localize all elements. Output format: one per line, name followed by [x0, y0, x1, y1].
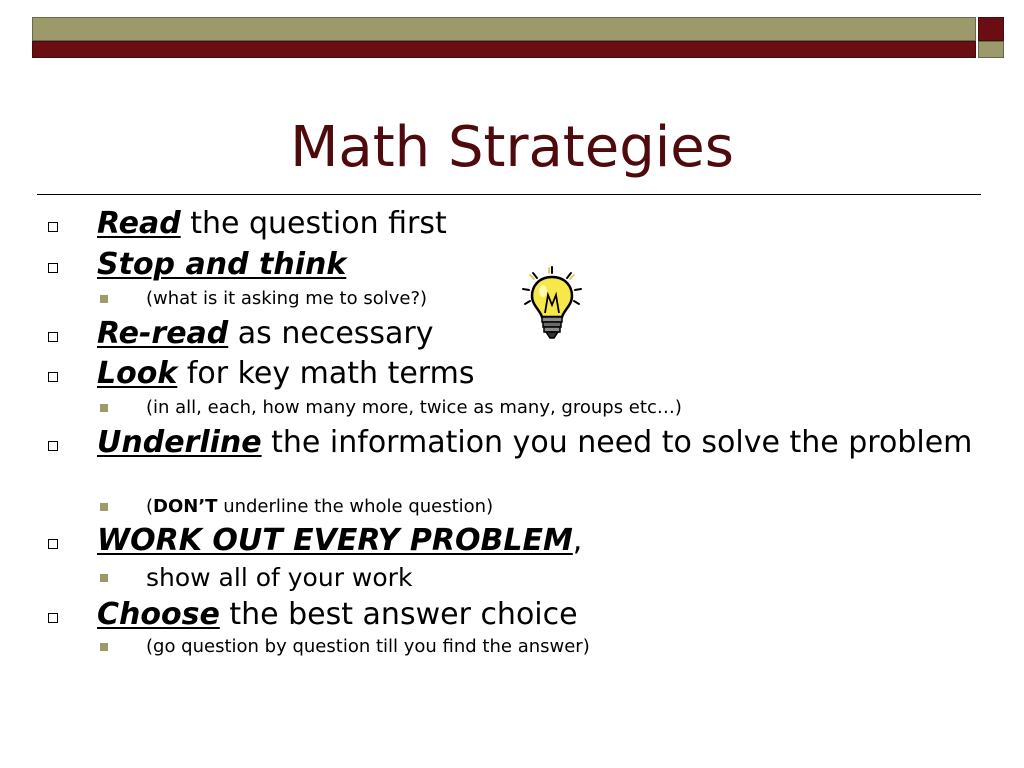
filled-square-bullet	[100, 643, 108, 651]
list-item-look	[97, 357, 474, 391]
list-item-read	[97, 207, 447, 241]
header-square-maroon	[978, 17, 1004, 41]
header-bar-maroon	[32, 41, 976, 58]
list-item-choose	[97, 598, 578, 632]
subitem-stop-and-think: (what is it asking me to solve?)	[146, 288, 428, 309]
subitem-look: (in all, each, how many more, twice as many, groups etc…)	[146, 397, 682, 418]
header-bar-olive	[32, 17, 976, 41]
list-item-underline	[97, 426, 977, 460]
keyword: Underline	[97, 425, 262, 460]
lightbulb-icon	[519, 265, 585, 341]
keyword: Look	[97, 356, 178, 391]
hollow-square-bullet	[48, 441, 58, 451]
keyword: WORK OUT EVERY PROBLEM	[97, 523, 573, 558]
keyword: Read	[97, 206, 181, 241]
hollow-square-bullet	[48, 372, 58, 382]
filled-square-bullet	[100, 404, 108, 412]
item-text: ,	[572, 523, 583, 558]
keyword: Choose	[97, 597, 220, 632]
keyword: Re-read	[97, 316, 229, 351]
hollow-square-bullet	[48, 222, 58, 232]
hollow-square-bullet	[48, 332, 58, 342]
slide-title: Math Strategies	[290, 115, 734, 180]
subitem-choose: (go question by question till you find the answer)	[146, 636, 590, 657]
filled-square-bullet	[100, 503, 108, 511]
hollow-square-bullet	[48, 263, 58, 273]
keyword: Stop and think	[97, 247, 347, 282]
list-item-stop-and-think	[97, 248, 346, 282]
item-text: the information you need to solve the problem	[261, 425, 973, 460]
filled-square-bullet	[100, 574, 108, 582]
hollow-square-bullet	[48, 613, 58, 623]
subitem-emphasis: DON’T	[153, 496, 218, 517]
subitem-work-out: show all of your work	[146, 563, 413, 592]
list-item-re-read	[97, 317, 434, 351]
header-square-olive	[978, 41, 1004, 58]
item-text: the best answer choice	[219, 597, 578, 632]
filled-square-bullet	[100, 295, 108, 303]
subitem-open-paren: (	[146, 496, 154, 517]
subitem-text: underline the whole question)	[217, 496, 494, 517]
subitem-underline	[146, 496, 493, 518]
item-text: as necessary	[228, 316, 434, 351]
item-text: the question first	[180, 206, 447, 241]
list-item-work-out	[97, 524, 582, 558]
item-text: for key math terms	[177, 356, 475, 391]
title-divider	[37, 194, 981, 195]
hollow-square-bullet	[48, 539, 58, 549]
